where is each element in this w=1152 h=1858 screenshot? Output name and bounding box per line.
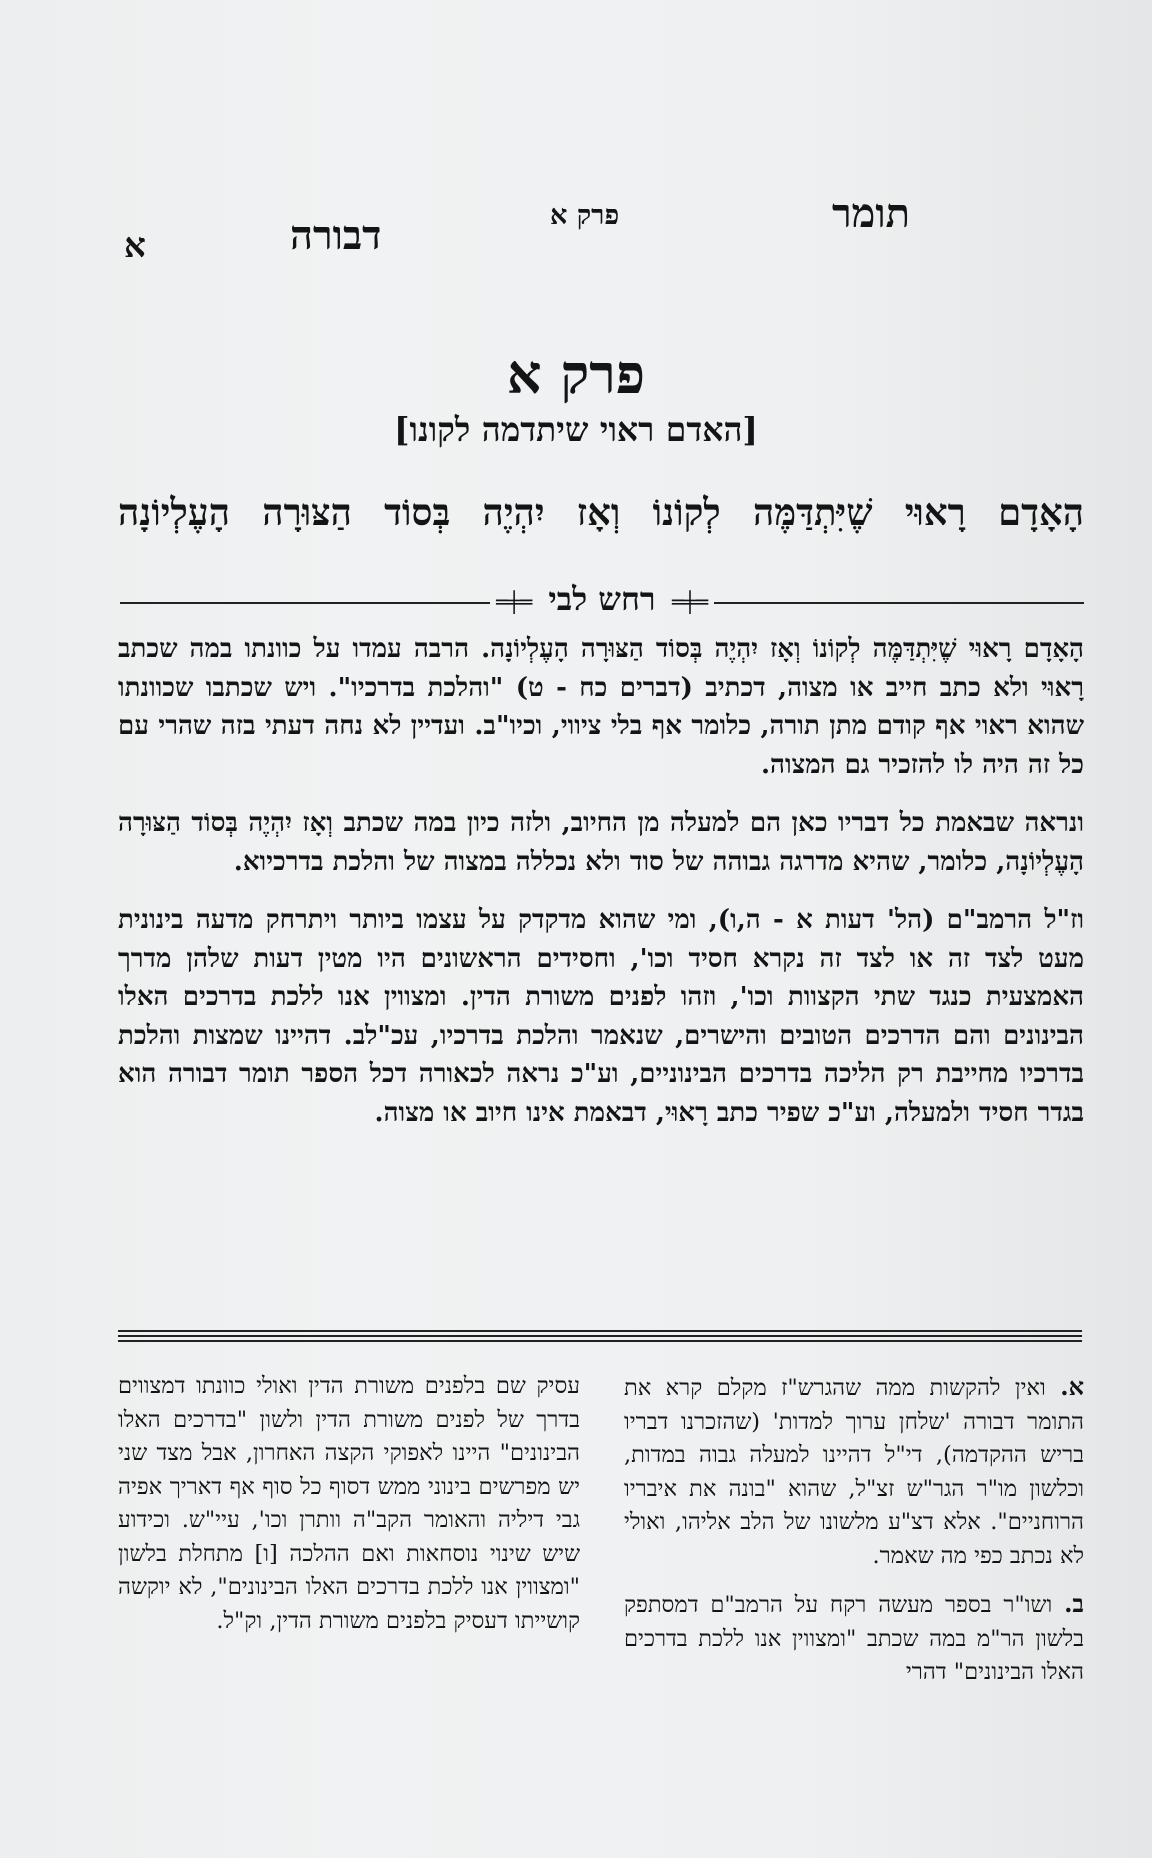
header-book-title-left: דבורה: [290, 212, 382, 259]
commentary-title: רחש לבי: [548, 580, 656, 618]
footnote-text: ושו"ר בספר מעשה רקח על הרמב"ם דמסתפק בלשון הר"מ במה שכתב "ומצווין אנו ללכת בדרכים האלו הבינונים" דהרי: [624, 1592, 1084, 1685]
commentary-body: [118, 630, 1084, 1152]
footnotes-right-column: [624, 1370, 1084, 1704]
running-header: [110, 190, 910, 270]
ornament-icon: ═╪═: [496, 590, 533, 614]
commentary-paragraph: וז"ל הרמב"ם (הל' דעות א - ה,ו), ומי שהוא מדקדק על עצמו ביותר ויתרחק מדעה בינונית מעט לצד זה או לצד זה נקרא חסיד וכו', וחסידים הראשונים היו מטין דעות שלהן מדרך האמצעית כנגד שתי הקצוות וכו', וזהו לפנים משורת הדין. ומצווין אנו ללכת בדרכים האלו הבינונים והם הדרכים הטובים והישרים, שנאמר והלכת בדרכיו, עכ"לב. דהיינו שמצות והלכת בדרכיו מחייבת רק הליכה בדרכים הבינוניים, וע"כ נראה לכאורה דכל הספר תומר דבורה הוא בגדר חסיד ולמעלה, וע"כ שפיר כתב רָאוּי, דבאמת אינו חיוב או מצוה.: [118, 905, 1084, 1128]
commentary-divider: [120, 578, 1084, 622]
header-chapter: פרק א: [550, 200, 620, 231]
header-book-title-right: תומר: [832, 190, 910, 237]
footnote: [624, 1370, 1084, 1573]
chapter-subtitle: [האדם ראוי שיתדמה לקונו]: [393, 410, 759, 449]
footnote-mark: א.: [1060, 1372, 1084, 1401]
footnote-mark: ב.: [1064, 1589, 1084, 1618]
main-text: הָאָדָם רָאוּי שֶׁיִּתְדַּמֶּה לְקוֹנוֹ וְאָז יִהְיֶה בְּסוֹד הַצּוּרָה הָעֶלְיוֹנָה: [118, 490, 1084, 534]
divider-rule-left: [120, 602, 490, 604]
footnote-separator: [118, 1330, 1082, 1344]
commentary-paragraph: ונראה שבאמת כל דבריו כאן הם למעלה מן החיוב, ולזה כיון במה שכתב וְאָז יִהְיֶה בְּסוֹד הַצּוּרָה הָעֶלְיוֹנָה, כלומר, שהיא מדרגה גבוהה של סוד ולא נכללה במצוה של והלכת בדרכיוא.: [118, 808, 1084, 877]
footnote-continuation: עסיק שם בלפנים משורת הדין ואולי כוונתו דמצווים בדרך של לפנים משורת הדין ולשון "בדרכים האלו הבינונים" היינו לאפוקי הקצה האחרון, אבל מצד שני יש מפרשים בינוני ממש דסוף כל סוף אף דאריך אפיה גבי דיליה והאומר הקב"ה וותרן וכו', עיי"ש. וכידוע שיש שינוי נוסחאות ואם ההלכה [ו] מתחלת בלשון "ומצווין אנו ללכת בדרכים האלו הבינונים", לא יוקשה קושייתו דעסיק בלפנים משורת הדין, וק"ל.: [118, 1373, 580, 1634]
footnotes-left-column: [118, 1370, 580, 1652]
commentary-paragraph: הָאָדָם רָאוּי שֶׁיִּתְדַּמֶּה לְקוֹנוֹ וְאָז יִהְיֶה בְּסוֹד הַצּוּרָה הָעֶלְיוֹנָה. הרבה עמדו על כוונתו במה שכתב רָאוּי ולא כתב חייב או מצוה, דכתיב (דברים כח - ט) "והלכת בדרכיו". ויש שכתבו שכוונתו שהוא ראוי אף קודם מתן תורה, כלומר אף בלי ציווי, וכיו"ב. ועדיין לא נחה דעתי בזה שהרי עם כל זה היה לו להזכיר גם המצוה.: [118, 634, 1084, 780]
chapter-title: פרק א: [506, 342, 646, 406]
footnote-text: ואין להקשות ממה שהגרש"ז מקלם קרא את התומר דבורה 'שלחן ערוך למדות' (שהזכרנו דבריו בריש ההקדמה), די"ל דהיינו למעלה גבוה במדות, וכלשון מו"ר הגר"ש זצ"ל, שהוא "בונה את איבריו הרוחניים". אלא דצ"ע מלשונו של הלב אליהו, ואולי לא נכתב כפי מה שאמר.: [624, 1375, 1084, 1569]
footnote: [624, 1587, 1084, 1690]
page-number: א: [124, 226, 146, 266]
ornament-icon: ═╪═: [671, 590, 708, 614]
